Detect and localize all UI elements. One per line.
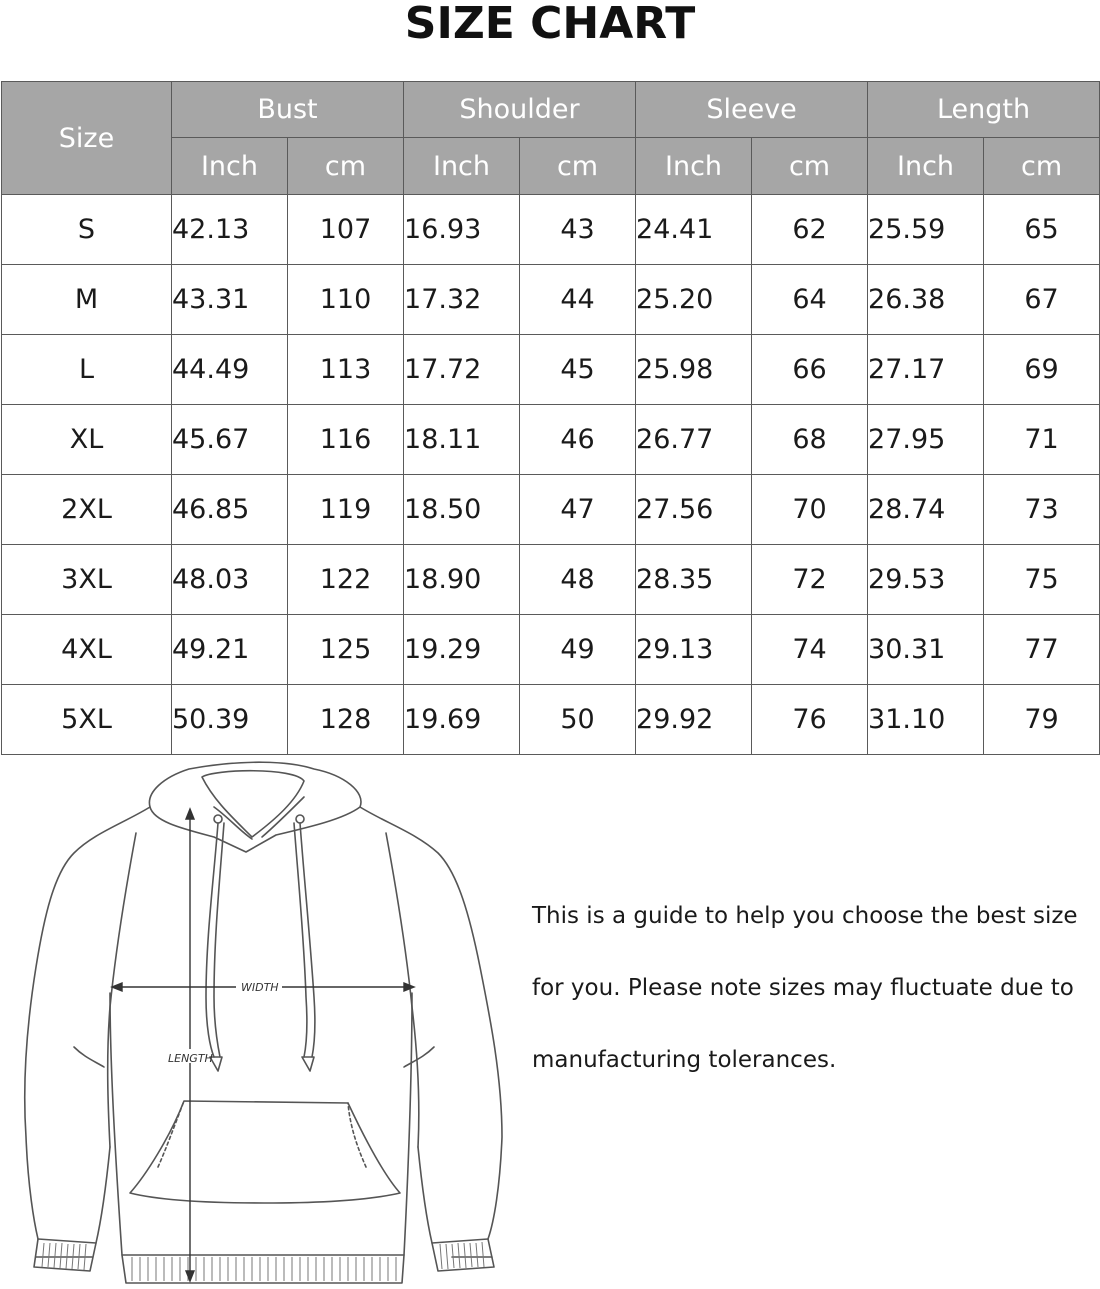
table-row bbox=[2, 195, 1100, 265]
shoulder-inch-cell: 17.72 bbox=[404, 335, 520, 405]
shoulder-cm-cell: 43 bbox=[520, 195, 636, 265]
length-inch-cell: 28.74 bbox=[868, 475, 984, 545]
bust-cm-cell: 128 bbox=[288, 685, 404, 755]
size-cell: 4XL bbox=[2, 615, 172, 685]
shoulder-cm-cell: 47 bbox=[520, 475, 636, 545]
bust-inch-cell: 50.39 bbox=[172, 685, 288, 755]
size-guide-note bbox=[532, 880, 1100, 1096]
length-inch-cell: 25.59 bbox=[868, 195, 984, 265]
size-cell: 3XL bbox=[2, 545, 172, 615]
table-row bbox=[2, 545, 1100, 615]
shoulder-inch-cell: 18.11 bbox=[404, 405, 520, 475]
bust-header: Bust bbox=[172, 82, 404, 138]
bust-cm-cell: 107 bbox=[288, 195, 404, 265]
sleeve-cm-cell: 72 bbox=[752, 545, 868, 615]
hoodie-drawing bbox=[14, 757, 514, 1285]
shoulder-inch-cell: 16.93 bbox=[404, 195, 520, 265]
length-header: Length bbox=[868, 82, 1100, 138]
size-cell: L bbox=[2, 335, 172, 405]
sleeve-cm-cell: 76 bbox=[752, 685, 868, 755]
shoulder-cm-cell: 49 bbox=[520, 615, 636, 685]
shoulder-cm-cell: 45 bbox=[520, 335, 636, 405]
bust-inch-cell: 42.13 bbox=[172, 195, 288, 265]
note-line: This is a guide to help you choose the best size bbox=[532, 903, 1078, 929]
sleeve-inch-cell: 25.20 bbox=[636, 265, 752, 335]
bust-inch-header: Inch bbox=[172, 138, 288, 195]
shoulder-inch-header: Inch bbox=[404, 138, 520, 195]
note-line: for you. Please note sizes may fluctuate due to bbox=[532, 975, 1074, 1001]
shoulder-inch-cell: 19.29 bbox=[404, 615, 520, 685]
bust-inch-cell: 48.03 bbox=[172, 545, 288, 615]
sleeve-inch-header: Inch bbox=[636, 138, 752, 195]
sleeve-inch-cell: 29.13 bbox=[636, 615, 752, 685]
length-cm-cell: 75 bbox=[984, 545, 1100, 615]
shoulder-cm-cell: 44 bbox=[520, 265, 636, 335]
table-row bbox=[2, 335, 1100, 405]
shoulder-inch-cell: 18.90 bbox=[404, 545, 520, 615]
bust-inch-cell: 44.49 bbox=[172, 335, 288, 405]
bust-inch-cell: 43.31 bbox=[172, 265, 288, 335]
shoulder-cm-cell: 48 bbox=[520, 545, 636, 615]
bust-cm-cell: 110 bbox=[288, 265, 404, 335]
length-cm-cell: 69 bbox=[984, 335, 1100, 405]
length-label: LENGTH bbox=[168, 1052, 213, 1065]
bust-inch-cell: 49.21 bbox=[172, 615, 288, 685]
size-cell: M bbox=[2, 265, 172, 335]
shoulder-cm-cell: 50 bbox=[520, 685, 636, 755]
note-line: manufacturing tolerances. bbox=[532, 1047, 837, 1073]
length-cm-cell: 65 bbox=[984, 195, 1100, 265]
table-row bbox=[2, 685, 1100, 755]
sleeve-cm-cell: 62 bbox=[752, 195, 868, 265]
sleeve-cm-cell: 66 bbox=[752, 335, 868, 405]
bust-cm-cell: 125 bbox=[288, 615, 404, 685]
table-row bbox=[2, 405, 1100, 475]
shoulder-cm-header: cm bbox=[520, 138, 636, 195]
bust-cm-cell: 122 bbox=[288, 545, 404, 615]
width-label: WIDTH bbox=[241, 981, 279, 994]
length-cm-cell: 67 bbox=[984, 265, 1100, 335]
sleeve-cm-cell: 70 bbox=[752, 475, 868, 545]
size-cell: S bbox=[2, 195, 172, 265]
length-inch-cell: 31.10 bbox=[868, 685, 984, 755]
sleeve-cm-cell: 64 bbox=[752, 265, 868, 335]
size-cell: 5XL bbox=[2, 685, 172, 755]
size-column-header: Size bbox=[2, 82, 172, 195]
bust-cm-cell: 116 bbox=[288, 405, 404, 475]
sleeve-cm-header: cm bbox=[752, 138, 868, 195]
length-cm-header: cm bbox=[984, 138, 1100, 195]
sleeve-inch-cell: 28.35 bbox=[636, 545, 752, 615]
shoulder-inch-cell: 18.50 bbox=[404, 475, 520, 545]
table-row bbox=[2, 265, 1100, 335]
shoulder-inch-cell: 17.32 bbox=[404, 265, 520, 335]
sleeve-cm-cell: 68 bbox=[752, 405, 868, 475]
hoodie-illustration bbox=[14, 757, 514, 1285]
size-cell: XL bbox=[2, 405, 172, 475]
length-inch-cell: 27.17 bbox=[868, 335, 984, 405]
length-cm-cell: 77 bbox=[984, 615, 1100, 685]
length-inch-header: Inch bbox=[868, 138, 984, 195]
size-cell: 2XL bbox=[2, 475, 172, 545]
sleeve-inch-cell: 26.77 bbox=[636, 405, 752, 475]
sleeve-cm-cell: 74 bbox=[752, 615, 868, 685]
length-cm-cell: 79 bbox=[984, 685, 1100, 755]
bust-cm-header: cm bbox=[288, 138, 404, 195]
sleeve-header: Sleeve bbox=[636, 82, 868, 138]
shoulder-inch-cell: 19.69 bbox=[404, 685, 520, 755]
bust-cm-cell: 119 bbox=[288, 475, 404, 545]
bust-inch-cell: 45.67 bbox=[172, 405, 288, 475]
bust-inch-cell: 46.85 bbox=[172, 475, 288, 545]
table-row bbox=[2, 475, 1100, 545]
length-inch-cell: 26.38 bbox=[868, 265, 984, 335]
length-inch-cell: 27.95 bbox=[868, 405, 984, 475]
length-cm-cell: 71 bbox=[984, 405, 1100, 475]
page-title: SIZE CHART bbox=[404, 0, 696, 49]
sleeve-inch-cell: 29.92 bbox=[636, 685, 752, 755]
size-table bbox=[1, 81, 1100, 755]
size-table-body bbox=[2, 195, 1100, 755]
sleeve-inch-cell: 27.56 bbox=[636, 475, 752, 545]
length-cm-cell: 73 bbox=[984, 475, 1100, 545]
length-inch-cell: 30.31 bbox=[868, 615, 984, 685]
shoulder-cm-cell: 46 bbox=[520, 405, 636, 475]
length-inch-cell: 29.53 bbox=[868, 545, 984, 615]
sleeve-inch-cell: 25.98 bbox=[636, 335, 752, 405]
shoulder-header: Shoulder bbox=[404, 82, 636, 138]
table-row bbox=[2, 615, 1100, 685]
sleeve-inch-cell: 24.41 bbox=[636, 195, 752, 265]
bust-cm-cell: 113 bbox=[288, 335, 404, 405]
